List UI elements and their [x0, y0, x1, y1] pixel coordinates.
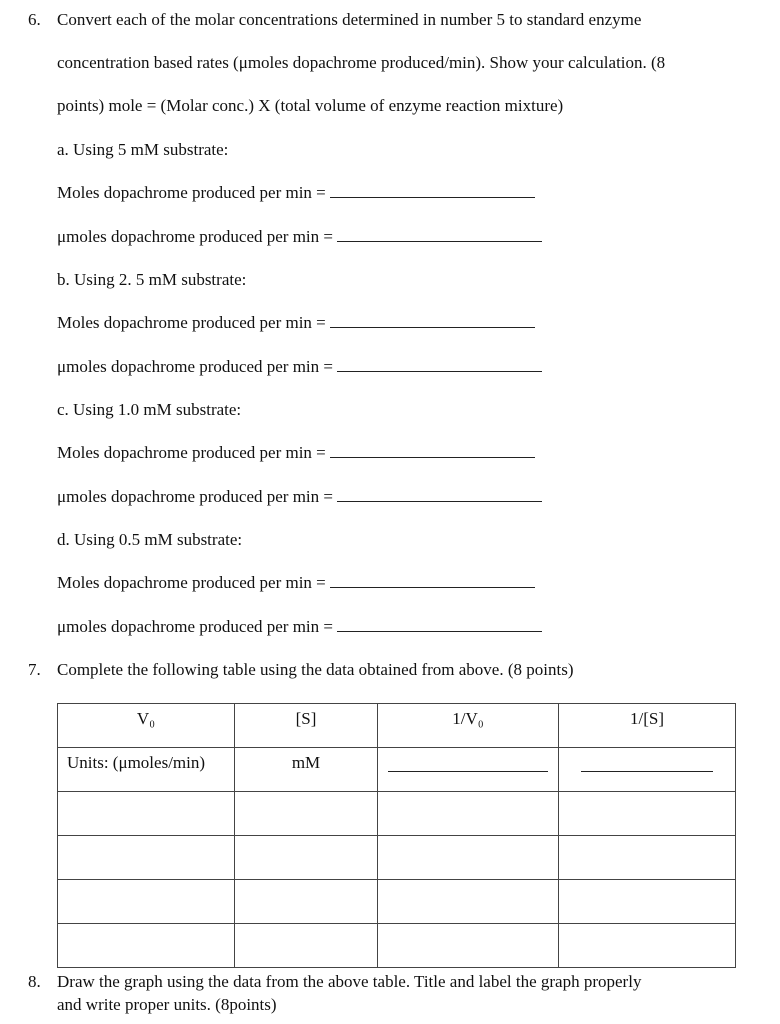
- table-header-row: [58, 704, 736, 748]
- table-cell[interactable]: [58, 836, 235, 880]
- part-d-umoles-blank[interactable]: [337, 618, 542, 632]
- table-row: [58, 792, 736, 836]
- part-c-moles-blank[interactable]: [330, 444, 535, 458]
- table-row: [58, 924, 736, 968]
- q8-text-line1: Draw the graph using the data from the above table. Title and label the graph properly: [57, 972, 642, 991]
- q6-text-line2: concentration based rates (μmoles dopachrome produced/min). Show your calculation. (8: [57, 53, 666, 72]
- part-c-umoles-blank[interactable]: [337, 488, 542, 502]
- part-d-label: d. Using 0.5 mM substrate:: [57, 530, 243, 549]
- table-cell[interactable]: [235, 880, 378, 924]
- part-b-label: b. Using 2. 5 mM substrate:: [57, 270, 247, 289]
- table-cell[interactable]: [378, 880, 559, 924]
- table-cell[interactable]: [559, 924, 736, 968]
- q8-text-line2: and write proper units. (8points): [57, 995, 277, 1014]
- part-b-umoles-row: [57, 357, 542, 377]
- units-v0: Units: (μmoles/min): [58, 748, 235, 792]
- part-a-moles-label: Moles dopachrome produced per min =: [57, 183, 326, 202]
- table-cell[interactable]: [559, 880, 736, 924]
- table-cell[interactable]: [378, 836, 559, 880]
- part-c-moles-row: [57, 443, 535, 463]
- table-cell[interactable]: [58, 880, 235, 924]
- table-cell[interactable]: [58, 924, 235, 968]
- table-cell[interactable]: [235, 924, 378, 968]
- header-s: [S]: [235, 704, 378, 748]
- part-c-umoles-label: μmoles dopachrome produced per min =: [57, 487, 333, 506]
- part-a-moles-row: [57, 183, 535, 203]
- table-cell[interactable]: [378, 792, 559, 836]
- q6-number: 6.: [28, 10, 41, 29]
- part-b-moles-row: [57, 313, 535, 333]
- table-cell[interactable]: [58, 792, 235, 836]
- table-row: [58, 836, 736, 880]
- part-a-umoles-row: [57, 227, 542, 247]
- header-inv-s: 1/[S]: [559, 704, 736, 748]
- q6-text-line3: points) mole = (Molar conc.) X (total volume of enzyme reaction mixture): [57, 96, 564, 115]
- part-d-moles-row: [57, 573, 535, 593]
- part-a-umoles-blank[interactable]: [337, 228, 542, 242]
- table-row: [58, 880, 736, 924]
- header-v0: V₀: [58, 704, 235, 748]
- q8-number: 8.: [28, 972, 41, 991]
- part-c-umoles-row: [57, 487, 542, 507]
- q7-text: Complete the following table using the data obtained from above. (8 points): [57, 660, 574, 679]
- table-cell[interactable]: [559, 836, 736, 880]
- units-s: mM: [235, 748, 378, 792]
- part-a-umoles-label: μmoles dopachrome produced per min =: [57, 227, 333, 246]
- part-b-moles-blank[interactable]: [330, 314, 535, 328]
- table-cell[interactable]: [235, 836, 378, 880]
- units-inv-v0-blank[interactable]: [388, 757, 548, 772]
- q7-number: 7.: [28, 660, 41, 679]
- units-inv-s-blank[interactable]: [581, 757, 713, 772]
- part-d-umoles-label: μmoles dopachrome produced per min =: [57, 617, 333, 636]
- part-c-moles-label: Moles dopachrome produced per min =: [57, 443, 326, 462]
- part-b-umoles-label: μmoles dopachrome produced per min =: [57, 357, 333, 376]
- q6-text-line1: Convert each of the molar concentrations determined in number 5 to standard enzyme: [57, 10, 642, 29]
- part-a-label: a. Using 5 mM substrate:: [57, 140, 229, 159]
- part-b-umoles-blank[interactable]: [337, 358, 542, 372]
- part-c-label: c. Using 1.0 mM substrate:: [57, 400, 242, 419]
- part-a-moles-blank[interactable]: [330, 184, 535, 198]
- table-units-row: [58, 748, 736, 792]
- units-inv-s[interactable]: [559, 748, 736, 792]
- part-d-umoles-row: [57, 617, 542, 637]
- data-table: [57, 703, 736, 968]
- table-cell[interactable]: [559, 792, 736, 836]
- part-b-moles-label: Moles dopachrome produced per min =: [57, 313, 326, 332]
- units-inv-v0[interactable]: [378, 748, 559, 792]
- part-d-moles-label: Moles dopachrome produced per min =: [57, 573, 326, 592]
- table-cell[interactable]: [378, 924, 559, 968]
- header-inv-v0: 1/V₀: [378, 704, 559, 748]
- part-d-moles-blank[interactable]: [330, 574, 535, 588]
- table-cell[interactable]: [235, 792, 378, 836]
